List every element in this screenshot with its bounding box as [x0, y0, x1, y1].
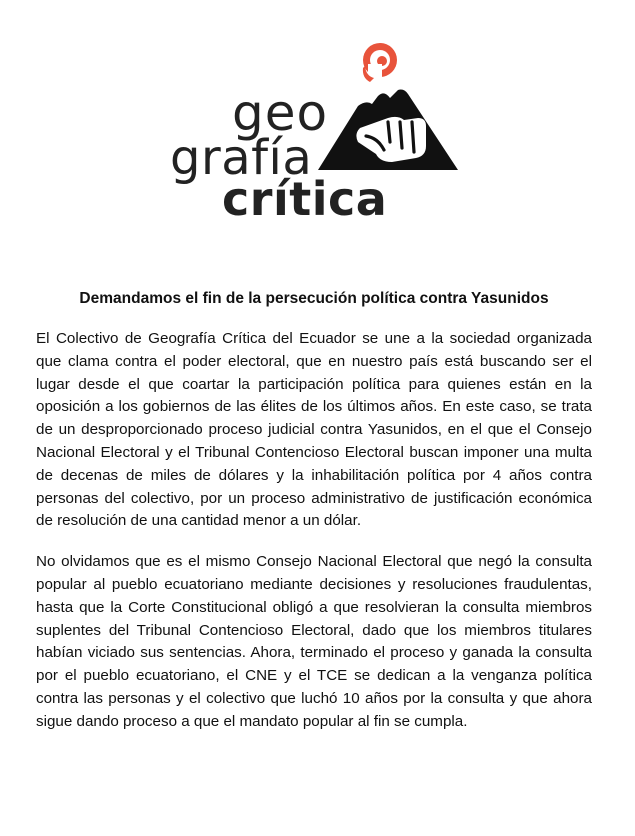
- statement-document: [36, 290, 592, 752]
- eruption-swirl-icon: [363, 43, 397, 82]
- logo-text-critica: crítica: [222, 172, 388, 226]
- geografia-critica-logo: [170, 38, 460, 226]
- logo-text-geo: geo: [232, 84, 329, 142]
- logo-text-grafia: grafía: [170, 130, 313, 186]
- paragraph-2: No olvidamos que es el mismo Consejo Nacional Electoral que negó la consulta popular al pueblo ecuatoriano mediante decisiones y resoluciones fraudulentas, hasta que la Corte Constitucional obligó a que resolvieran la consulta miembros suplentes del Tribunal Contencioso Electoral, dado que los miembros titulares habían viciado sus sentencias. Ahora, terminado el proceso y ganada la consulta por el pueblo ecuatoriano, el CNE y el TCE se dedican a la venganza política contra las personas y el colectivo que luchó 10 años por la consulta y que ahora sigue dando proceso a que el mandato popular al fin se cumpla.: [36, 553, 592, 730]
- raised-fist-volcano-icon: [318, 38, 458, 188]
- document-title: Demandamos el fin de la persecución política contra Yasunidos: [79, 290, 549, 307]
- paragraph-1: El Colectivo de Geografía Crítica del Ecuador se une a la sociedad organizada que clama contra el poder electoral, que en nuestro país está buscando ser el lugar desde el que coartar la participación política para quienes están en la oposición a los gobiernos de las élites de los últimos años. En este caso, se trata de un desproporcionado proceso judicial contra Yasunidos, en el que el Consejo Nacional Electoral y el Tribunal Contencioso Electoral buscan imponer una multa de decenas de miles de dólares y la inhabilitación política por 4 años contra personas del colectivo, por un proceso administrativo de justificación económica de resolución de una cantidad menor a un dólar.: [36, 330, 592, 530]
